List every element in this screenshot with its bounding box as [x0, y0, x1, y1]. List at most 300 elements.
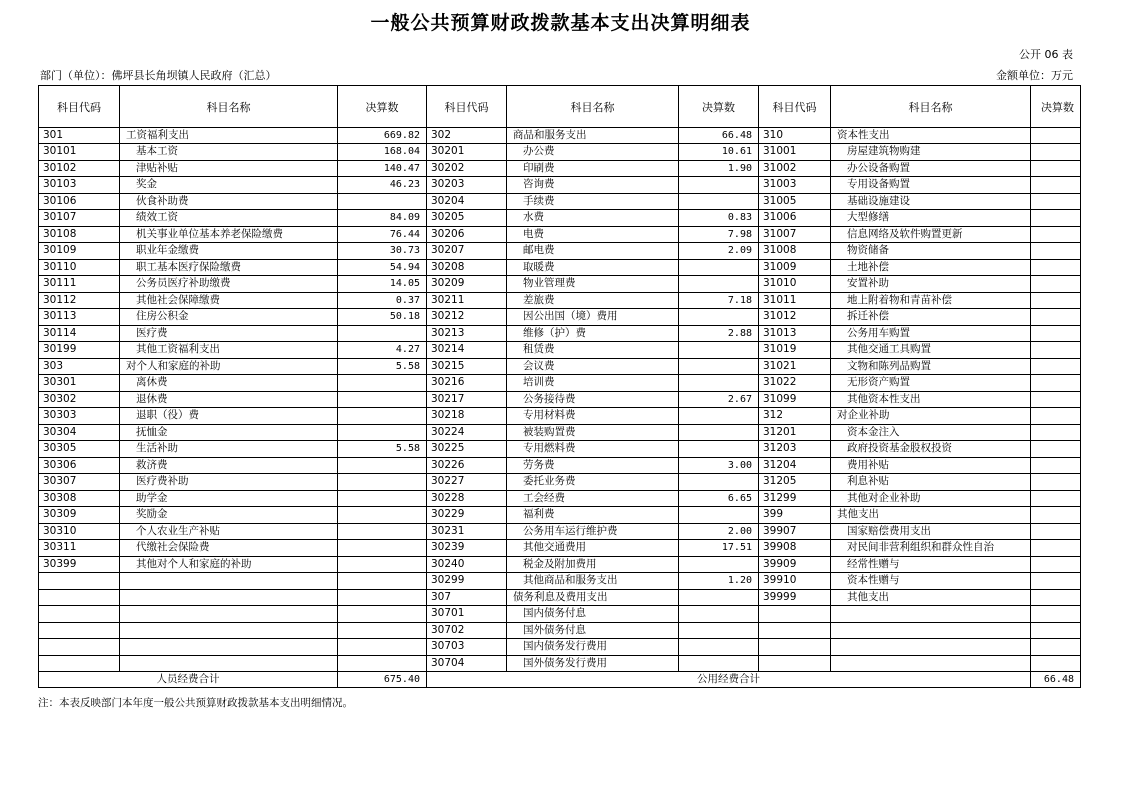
cell-name — [120, 655, 338, 672]
cell-amount — [338, 556, 427, 573]
cell-name — [120, 639, 338, 656]
cell-name — [120, 573, 338, 590]
cell-amount — [1031, 358, 1081, 375]
cell-code: 30299 — [427, 573, 507, 590]
cell-amount — [1031, 309, 1081, 326]
cell-name: 文物和陈列品购置 — [831, 358, 1031, 375]
cell-code: 30303 — [39, 408, 120, 425]
header-code: 科目代码 — [759, 86, 831, 128]
table-number: 公开 06 表 — [1019, 48, 1073, 61]
cell-code: 30309 — [39, 507, 120, 524]
cell-name: 物资储备 — [831, 243, 1031, 260]
cell-amount — [1031, 540, 1081, 557]
cell-name: 无形资产购置 — [831, 375, 1031, 392]
cell-name: 费用补贴 — [831, 457, 1031, 474]
cell-amount: 84.09 — [338, 210, 427, 227]
cell-code: 31012 — [759, 309, 831, 326]
table-row — [39, 589, 1081, 606]
cell-code: 31006 — [759, 210, 831, 227]
cell-amount: 54.94 — [338, 259, 427, 276]
cell-amount — [338, 655, 427, 672]
cell-name — [831, 655, 1031, 672]
cell-name: 奖金 — [120, 177, 338, 194]
table-row — [39, 325, 1081, 342]
cell-amount — [338, 408, 427, 425]
cell-code: 31007 — [759, 226, 831, 243]
cell-amount: 669.82 — [338, 128, 427, 144]
cell-code: 31005 — [759, 193, 831, 210]
cell-name: 土地补偿 — [831, 259, 1031, 276]
cell-amount — [679, 441, 759, 458]
cell-amount — [1031, 259, 1081, 276]
cell-name: 个人农业生产补贴 — [120, 523, 338, 540]
cell-name — [831, 639, 1031, 656]
cell-code: 31299 — [759, 490, 831, 507]
cell-amount: 2.67 — [679, 391, 759, 408]
cell-name: 利息补贴 — [831, 474, 1031, 491]
cell-code: 31205 — [759, 474, 831, 491]
cell-amount — [679, 342, 759, 359]
cell-code: 30111 — [39, 276, 120, 293]
cell-code: 30109 — [39, 243, 120, 260]
cell-amount — [338, 589, 427, 606]
cell-name: 大型修缮 — [831, 210, 1031, 227]
page-title: 一般公共预算财政拨款基本支出决算明细表 — [370, 12, 751, 34]
table-row — [39, 342, 1081, 359]
cell-amount — [679, 606, 759, 623]
table-row — [39, 474, 1081, 491]
cell-amount — [1031, 160, 1081, 177]
cell-code — [39, 573, 120, 590]
cell-amount — [1031, 523, 1081, 540]
table-row — [39, 507, 1081, 524]
cell-name: 国家赔偿费用支出 — [831, 523, 1031, 540]
cell-code: 30216 — [427, 375, 507, 392]
cell-amount — [1031, 193, 1081, 210]
cell-name — [120, 622, 338, 639]
cell-amount — [679, 375, 759, 392]
cell-amount — [338, 375, 427, 392]
cell-name: 其他工资福利支出 — [120, 342, 338, 359]
cell-name: 劳务费 — [507, 457, 679, 474]
cell-code — [759, 639, 831, 656]
cell-amount — [679, 193, 759, 210]
cell-name: 会议费 — [507, 358, 679, 375]
cell-code: 30701 — [427, 606, 507, 623]
cell-amount — [1031, 556, 1081, 573]
cell-amount — [1031, 622, 1081, 639]
cell-code: 30399 — [39, 556, 120, 573]
footnote: 注：本表反映部门本年度一般公共预算财政拨款基本支出明细情况。 — [38, 697, 353, 709]
cell-name: 专用燃料费 — [507, 441, 679, 458]
cell-amount — [338, 573, 427, 590]
cell-code: 30110 — [39, 259, 120, 276]
header-name: 科目名称 — [120, 86, 338, 128]
cell-amount: 0.37 — [338, 292, 427, 309]
cell-name: 对个人和家庭的补助 — [120, 358, 338, 375]
cell-name: 其他交通工具购置 — [831, 342, 1031, 359]
cell-amount — [1031, 655, 1081, 672]
cell-amount — [1031, 424, 1081, 441]
cell-code: 30201 — [427, 144, 507, 161]
header-amount: 决算数 — [338, 86, 427, 128]
cell-amount: 2.00 — [679, 523, 759, 540]
cell-code: 39908 — [759, 540, 831, 557]
cell-code: 30239 — [427, 540, 507, 557]
cell-code: 30205 — [427, 210, 507, 227]
department-label: 部门（单位）：佛坪县长角坝镇人民政府（汇总） — [40, 69, 277, 82]
table-row — [39, 424, 1081, 441]
cell-amount — [1031, 606, 1081, 623]
cell-code: 30213 — [427, 325, 507, 342]
table-row — [39, 606, 1081, 623]
cell-amount — [338, 507, 427, 524]
cell-code: 312 — [759, 408, 831, 425]
cell-code: 30209 — [427, 276, 507, 293]
cell-amount — [338, 490, 427, 507]
cell-amount — [679, 622, 759, 639]
cell-name: 公务用车购置 — [831, 325, 1031, 342]
cell-code: 30203 — [427, 177, 507, 194]
cell-name: 其他对企业补助 — [831, 490, 1031, 507]
cell-amount: 10.61 — [679, 144, 759, 161]
cell-code: 30108 — [39, 226, 120, 243]
cell-code — [759, 606, 831, 623]
cell-amount — [338, 457, 427, 474]
cell-code: 31022 — [759, 375, 831, 392]
cell-name: 国外债务付息 — [507, 622, 679, 639]
cell-amount — [679, 424, 759, 441]
cell-name: 委托业务费 — [507, 474, 679, 491]
cell-amount: 4.27 — [338, 342, 427, 359]
cell-code: 30113 — [39, 309, 120, 326]
cell-code: 31008 — [759, 243, 831, 260]
cell-amount — [1031, 507, 1081, 524]
cell-code: 31009 — [759, 259, 831, 276]
cell-name: 租赁费 — [507, 342, 679, 359]
cell-code: 30208 — [427, 259, 507, 276]
table-row — [39, 160, 1081, 177]
cell-code: 30204 — [427, 193, 507, 210]
cell-name: 电费 — [507, 226, 679, 243]
cell-name — [120, 606, 338, 623]
cell-name: 其他社会保障缴费 — [120, 292, 338, 309]
personnel-total-label: 人员经费合计 — [39, 672, 338, 688]
cell-name: 退职（役）费 — [120, 408, 338, 425]
cell-code: 31204 — [759, 457, 831, 474]
amount-unit-label: 金额单位：万元 — [996, 69, 1073, 82]
cell-name: 资本性赠与 — [831, 573, 1031, 590]
cell-code: 31011 — [759, 292, 831, 309]
cell-code: 30704 — [427, 655, 507, 672]
cell-amount — [1031, 490, 1081, 507]
cell-name: 对企业补助 — [831, 408, 1031, 425]
cell-code: 30231 — [427, 523, 507, 540]
header-name: 科目名称 — [507, 86, 679, 128]
cell-code: 31019 — [759, 342, 831, 359]
cell-name: 退休费 — [120, 391, 338, 408]
totals-row — [39, 672, 1081, 688]
cell-amount — [1031, 589, 1081, 606]
table-row — [39, 655, 1081, 672]
cell-code: 30218 — [427, 408, 507, 425]
cell-code: 30702 — [427, 622, 507, 639]
cell-amount: 0.83 — [679, 210, 759, 227]
cell-amount: 5.58 — [338, 441, 427, 458]
cell-code: 30202 — [427, 160, 507, 177]
cell-code — [39, 606, 120, 623]
cell-name: 办公设备购置 — [831, 160, 1031, 177]
table-row — [39, 375, 1081, 392]
cell-amount: 2.09 — [679, 243, 759, 260]
cell-amount: 17.51 — [679, 540, 759, 557]
cell-code — [39, 639, 120, 656]
cell-name: 奖励金 — [120, 507, 338, 524]
cell-code: 399 — [759, 507, 831, 524]
table-row — [39, 540, 1081, 557]
table-row — [39, 523, 1081, 540]
cell-code: 31010 — [759, 276, 831, 293]
cell-amount — [1031, 292, 1081, 309]
cell-amount — [338, 622, 427, 639]
cell-amount: 6.65 — [679, 490, 759, 507]
cell-code: 30301 — [39, 375, 120, 392]
cell-name — [831, 606, 1031, 623]
cell-code: 30229 — [427, 507, 507, 524]
cell-amount — [1031, 457, 1081, 474]
cell-code: 39999 — [759, 589, 831, 606]
cell-code: 31021 — [759, 358, 831, 375]
cell-name: 印刷费 — [507, 160, 679, 177]
cell-amount: 30.73 — [338, 243, 427, 260]
cell-code: 31001 — [759, 144, 831, 161]
cell-amount — [338, 193, 427, 210]
cell-name: 取暖费 — [507, 259, 679, 276]
cell-name: 救济费 — [120, 457, 338, 474]
cell-code: 302 — [427, 128, 507, 144]
cell-name — [831, 622, 1031, 639]
cell-name: 其他交通费用 — [507, 540, 679, 557]
cell-amount: 7.18 — [679, 292, 759, 309]
cell-amount: 46.23 — [338, 177, 427, 194]
table-row — [39, 556, 1081, 573]
cell-code: 39909 — [759, 556, 831, 573]
cell-name: 生活补助 — [120, 441, 338, 458]
table-row — [39, 441, 1081, 458]
cell-code: 30224 — [427, 424, 507, 441]
cell-code: 30206 — [427, 226, 507, 243]
cell-name: 绩效工资 — [120, 210, 338, 227]
cell-amount — [1031, 375, 1081, 392]
cell-amount — [338, 639, 427, 656]
cell-amount — [1031, 573, 1081, 590]
cell-code: 30308 — [39, 490, 120, 507]
cell-name: 工会经费 — [507, 490, 679, 507]
cell-amount — [338, 474, 427, 491]
cell-amount: 2.88 — [679, 325, 759, 342]
cell-amount — [1031, 276, 1081, 293]
cell-name: 办公费 — [507, 144, 679, 161]
cell-code: 30214 — [427, 342, 507, 359]
cell-code: 301 — [39, 128, 120, 144]
cell-name: 住房公积金 — [120, 309, 338, 326]
cell-amount — [1031, 639, 1081, 656]
cell-amount — [1031, 128, 1081, 144]
cell-code: 30106 — [39, 193, 120, 210]
cell-amount: 66.48 — [679, 128, 759, 144]
cell-amount — [338, 523, 427, 540]
cell-amount: 7.98 — [679, 226, 759, 243]
cell-amount — [1031, 342, 1081, 359]
cell-amount — [338, 540, 427, 557]
cell-amount — [679, 655, 759, 672]
cell-code: 30240 — [427, 556, 507, 573]
cell-code: 30215 — [427, 358, 507, 375]
expenditure-table — [38, 85, 1081, 688]
table-row — [39, 639, 1081, 656]
cell-name: 助学金 — [120, 490, 338, 507]
table-row — [39, 622, 1081, 639]
cell-code: 30199 — [39, 342, 120, 359]
cell-code — [759, 622, 831, 639]
table-row — [39, 210, 1081, 227]
cell-code: 31201 — [759, 424, 831, 441]
cell-amount — [679, 474, 759, 491]
cell-name: 维修（护）费 — [507, 325, 679, 342]
table-row — [39, 177, 1081, 194]
cell-amount — [679, 259, 759, 276]
cell-name: 地上附着物和青苗补偿 — [831, 292, 1031, 309]
cell-amount — [338, 606, 427, 623]
header-amount: 决算数 — [1031, 86, 1081, 128]
cell-code: 310 — [759, 128, 831, 144]
cell-code: 30310 — [39, 523, 120, 540]
cell-amount — [338, 391, 427, 408]
cell-code: 39910 — [759, 573, 831, 590]
table-row — [39, 144, 1081, 161]
table-row — [39, 358, 1081, 375]
cell-name: 被装购置费 — [507, 424, 679, 441]
cell-code: 30311 — [39, 540, 120, 557]
public-total-amount: 66.48 — [1031, 672, 1081, 688]
cell-name: 机关事业单位基本养老保险缴费 — [120, 226, 338, 243]
cell-amount: 5.58 — [338, 358, 427, 375]
public-total-label: 公用经费合计 — [427, 672, 1031, 688]
cell-code — [39, 655, 120, 672]
cell-code: 30101 — [39, 144, 120, 161]
cell-name: 其他对个人和家庭的补助 — [120, 556, 338, 573]
cell-name: 离休费 — [120, 375, 338, 392]
cell-amount — [1031, 243, 1081, 260]
cell-name: 因公出国（境）费用 — [507, 309, 679, 326]
cell-name: 工资福利支出 — [120, 128, 338, 144]
cell-name: 福利费 — [507, 507, 679, 524]
cell-amount — [1031, 441, 1081, 458]
cell-name: 专用材料费 — [507, 408, 679, 425]
header-name: 科目名称 — [831, 86, 1031, 128]
cell-code: 30102 — [39, 160, 120, 177]
cell-name — [120, 589, 338, 606]
cell-name: 债务利息及费用支出 — [507, 589, 679, 606]
cell-name: 安置补助 — [831, 276, 1031, 293]
cell-code: 307 — [427, 589, 507, 606]
cell-code: 30228 — [427, 490, 507, 507]
cell-code: 31003 — [759, 177, 831, 194]
header-code: 科目代码 — [39, 86, 120, 128]
cell-amount — [338, 424, 427, 441]
cell-amount — [1031, 144, 1081, 161]
cell-name: 职工基本医疗保险缴费 — [120, 259, 338, 276]
table-body — [39, 128, 1081, 672]
cell-name: 伙食补助费 — [120, 193, 338, 210]
cell-name: 咨询费 — [507, 177, 679, 194]
cell-amount — [1031, 408, 1081, 425]
cell-name: 其他商品和服务支出 — [507, 573, 679, 590]
cell-name: 医疗费补助 — [120, 474, 338, 491]
table-row — [39, 490, 1081, 507]
cell-amount — [679, 177, 759, 194]
cell-code: 303 — [39, 358, 120, 375]
cell-code: 30227 — [427, 474, 507, 491]
cell-code: 30703 — [427, 639, 507, 656]
cell-amount — [679, 507, 759, 524]
cell-name: 邮电费 — [507, 243, 679, 260]
cell-code: 31203 — [759, 441, 831, 458]
table-row — [39, 128, 1081, 144]
table-header-row — [39, 86, 1081, 128]
cell-name: 基础设施建设 — [831, 193, 1031, 210]
cell-name: 培训费 — [507, 375, 679, 392]
cell-code — [39, 589, 120, 606]
personnel-total-amount: 675.40 — [338, 672, 427, 688]
cell-amount — [679, 556, 759, 573]
cell-amount: 1.20 — [679, 573, 759, 590]
cell-code: 30225 — [427, 441, 507, 458]
cell-name: 水费 — [507, 210, 679, 227]
table-row — [39, 309, 1081, 326]
cell-code: 39907 — [759, 523, 831, 540]
cell-code: 30304 — [39, 424, 120, 441]
cell-code: 30217 — [427, 391, 507, 408]
cell-name: 房屋建筑物购建 — [831, 144, 1031, 161]
cell-name: 代缴社会保险费 — [120, 540, 338, 557]
cell-amount: 14.05 — [338, 276, 427, 293]
cell-amount: 168.04 — [338, 144, 427, 161]
cell-name: 政府投资基金股权投资 — [831, 441, 1031, 458]
cell-code: 30305 — [39, 441, 120, 458]
cell-amount — [1031, 210, 1081, 227]
cell-amount: 140.47 — [338, 160, 427, 177]
cell-name: 职业年金缴费 — [120, 243, 338, 260]
cell-name: 津贴补贴 — [120, 160, 338, 177]
cell-amount — [679, 276, 759, 293]
table-row — [39, 226, 1081, 243]
cell-code: 30207 — [427, 243, 507, 260]
cell-code: 30107 — [39, 210, 120, 227]
cell-name: 物业管理费 — [507, 276, 679, 293]
cell-code: 30302 — [39, 391, 120, 408]
cell-amount — [1031, 177, 1081, 194]
cell-amount: 3.00 — [679, 457, 759, 474]
cell-amount — [679, 408, 759, 425]
cell-name: 拆迁补偿 — [831, 309, 1031, 326]
cell-code: 31002 — [759, 160, 831, 177]
table-row — [39, 457, 1081, 474]
cell-amount — [679, 639, 759, 656]
cell-code: 30114 — [39, 325, 120, 342]
cell-code — [39, 622, 120, 639]
cell-amount — [679, 589, 759, 606]
